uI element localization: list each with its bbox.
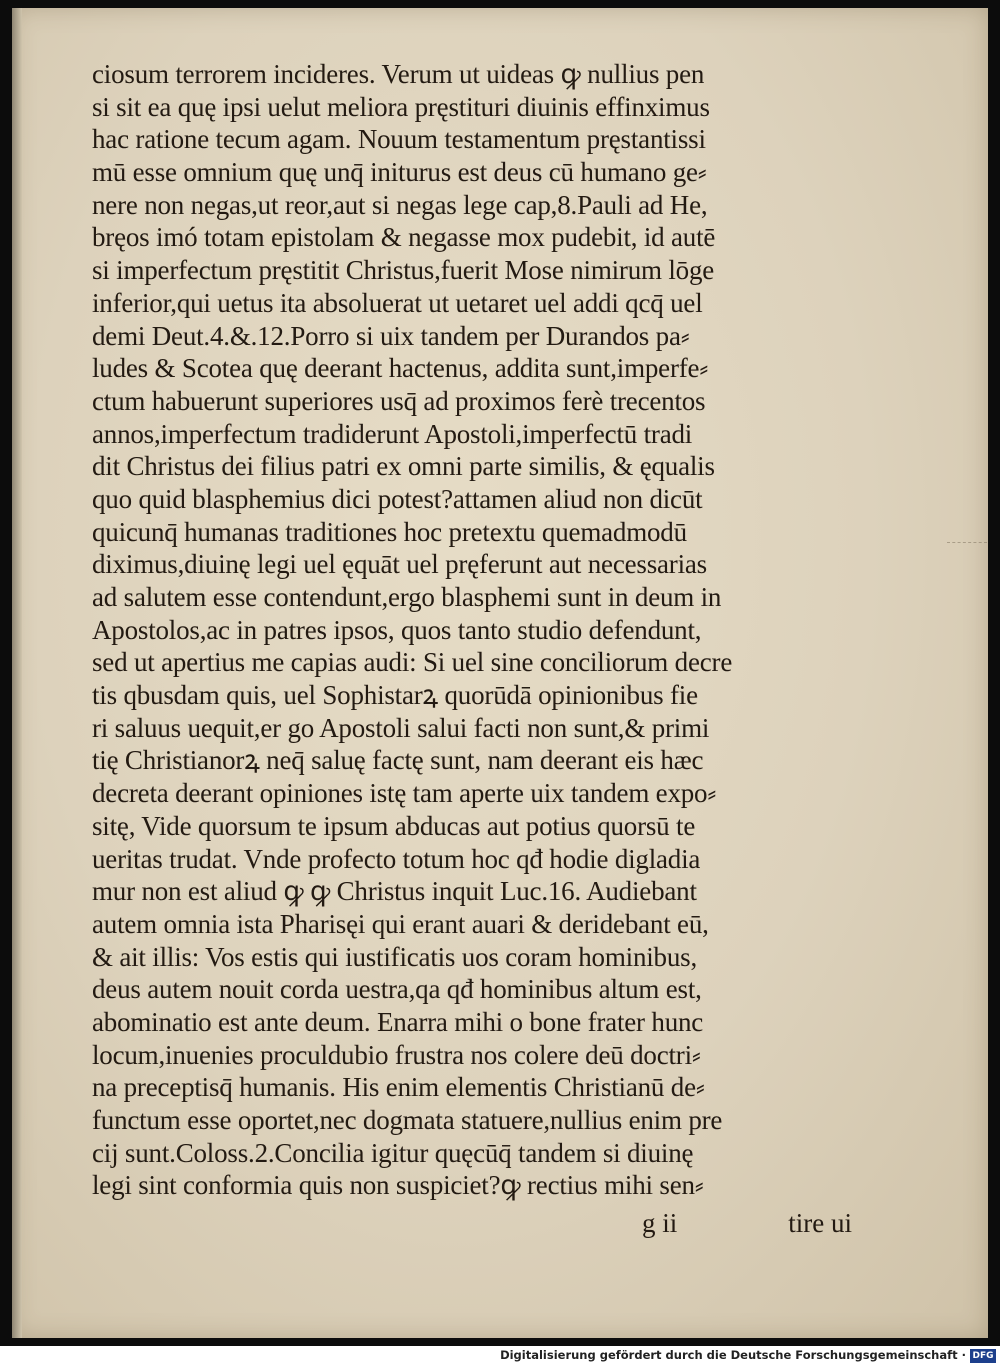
dfg-logo: DFG (970, 1349, 996, 1363)
text-line: decreta deerant opiniones istę tam aperte uix tandem expo⸗ (92, 778, 717, 809)
text-line: quicunq̄ humanas traditiones hoc pretextu quemadmodū (92, 516, 687, 547)
text-line: tis qbusdam quis, uel Sophistarꝝ quorūdā opinionibus fie (92, 680, 698, 711)
text-line: quo quid blasphemius dici potest?attamen aliud non dicūt (92, 483, 703, 514)
text-line: & ait illis: Vos estis qui iustificatis uos coram hominibus, (92, 941, 698, 972)
signature-mark: g ii (642, 1208, 678, 1238)
text-line: autem omnia ista Pharisęi qui erant auari & deridebant eū, (92, 908, 709, 939)
text-line: demi Deut.4.&.12.Porro si uix tandem per Durandos pa⸗ (92, 320, 690, 351)
text-line: cij sunt.Coloss.2.Concilia igitur quęcūq̄ tandem si diuinę (92, 1137, 694, 1168)
text-line: annos,imperfectum tradiderunt Apostoli,imperfectū tradi (92, 418, 693, 449)
book-page (12, 8, 988, 1338)
text-line: nere non negas,ut reor,aut si negas lege cap,8.Pauli ad He, (92, 189, 708, 220)
footer-bar (0, 1346, 1000, 1366)
signature-line (92, 1206, 852, 1240)
text-line: si sit ea quę ipsi uelut meliora pręstituri diuinis effinximus (92, 91, 710, 122)
text-line: sed ut apertius me capias audi: Si uel sine conciliorum decre (92, 647, 733, 678)
text-line: si imperfectum pręstitit Christus,fuerit Mose nimirum lōge (92, 255, 715, 286)
text-line: ri saluus uequit,er go Apostoli salui facti non sunt,& primi (92, 712, 710, 743)
text-line: inferior,qui uetus ita absoluerat ut uetaret uel addi qcq̄ uel (92, 287, 703, 318)
text-line: hac ratione tecum agam. Nouum testamentum pręstantissi (92, 124, 706, 155)
text-line: functum esse oportet,nec dogmata statuere,nullius enim pre (92, 1105, 723, 1135)
text-line: tię Christianorꝝ neq̄ saluę factę sunt, nam deerant eis hæc (92, 745, 704, 776)
text-line: deus autem nouit corda uestra,qa qđ hominibus altum est, (92, 974, 702, 1005)
text-line: ctum habuerunt superiores usq̄ ad proximos ferè trecentos (92, 385, 706, 416)
page-gutter (12, 8, 22, 1338)
text-line: abominatio est ante deum. Enarra mihi o bone frater hunc (92, 1006, 704, 1037)
text-line: dit Christus dei filius patri ex omni parte similis, & ęqualis (92, 451, 715, 482)
text-line: ueritas trudat. Vnde profecto totum hoc qđ hodie digladia (92, 843, 701, 874)
text-line: ludes & Scotea quę deerant hactenus, addita sunt,imperfe⸗ (92, 353, 709, 384)
text-block (92, 58, 852, 1202)
text-line: sitę, Vide quorsum te ipsum abducas aut potius quorsū te (92, 810, 696, 841)
text-line: diximus,diuinę legi uel ęquāt uel pręferunt aut necessarias (92, 549, 707, 580)
text-line: mur non est aliud ꝙ ꝙ Christus inquit Luc.16. Audiebant (92, 876, 697, 907)
text-line: na preceptisq̄ humanis. His enim elementis Christianū de⸗ (92, 1072, 705, 1103)
catchword: tire ui (788, 1208, 852, 1238)
text-line: mū esse omnium quę unq̄ initurus est deus cū humano ge⸗ (92, 157, 707, 188)
text-line: ad salutem esse contendunt,ergo blasphemi sunt in deum in (92, 582, 722, 612)
text-line: ciosum terrorem incideres. Verum ut uideas ꝙ nullius pen (92, 59, 705, 89)
text-line: locum,inuenies proculdubio frustra nos colere deū doctri⸗ (92, 1039, 701, 1070)
margin-mark (947, 542, 987, 557)
text-line: Apostolos,ac in patres ipsos, quos tanto studio defendunt, (92, 614, 702, 645)
text-line: legi sint conformia quis non suspiciet?ꝙ rectius mihi sen⸗ (92, 1170, 704, 1201)
funding-credit: Digitalisierung gefördert durch die Deutsche Forschungsgemeinschaft · (500, 1348, 966, 1362)
text-line: bręos imó totam epistolam & negasse mox pudebit, id autē (92, 222, 716, 253)
